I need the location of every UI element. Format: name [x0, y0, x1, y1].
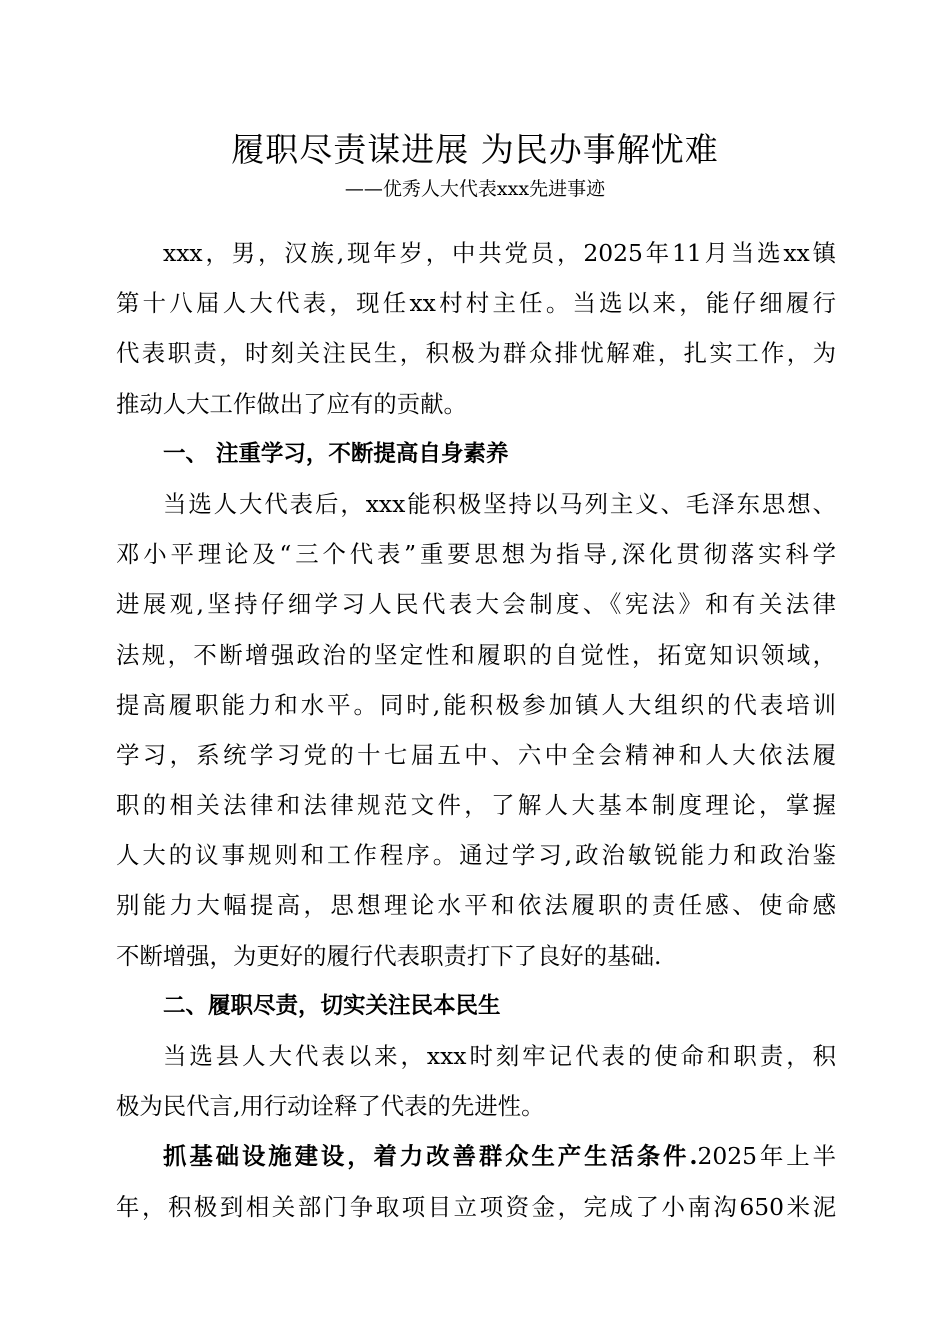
paragraph-lead-in: 抓基础设施建设，着力改善群众生产生活条件.	[163, 1142, 698, 1171]
paragraph-line: 极为民代言,用行动诠释了代表的先进性。	[116, 1092, 545, 1121]
paragraph-line: 不断增强，为更好的履行代表职责打下了良好的基础.	[116, 941, 662, 970]
document-body	[116, 228, 836, 1232]
paragraph-line	[116, 1131, 836, 1181]
paragraph-line: 进展观,坚持仔细学习人民代表大会制度、《宪法》和有关法律	[116, 590, 836, 619]
paragraph-line: 年，积极到相关部门争取项目立项资金，完成了小南沟650米泥	[116, 1192, 836, 1221]
paragraph-line: 职的相关法律和法律规范文件，了解人大基本制度理论，掌握	[116, 791, 836, 820]
paragraph-line: 当选县人大代表以来，xxx时刻牢记代表的使命和职责，积	[163, 1042, 836, 1070]
section-heading: 二、履职尽责，切实关注民本民生	[163, 992, 501, 1019]
paragraph-line: 人大的议事规则和工作程序。通过学习,政治敏锐能力和政治鉴	[116, 841, 836, 870]
paragraph-line: 推动人大工作做出了应有的贡献。	[116, 389, 467, 418]
paragraph-line: 提高履职能力和水平。同时,能积极参加镇人大组织的代表培训	[116, 690, 836, 719]
paragraph-line: 代表职责，时刻关注民生，积极为群众排忧解难，扎实工作，为	[116, 339, 836, 368]
paragraph-line: 当选人大代表后，xxx能积极坚持以马列主义、毛泽东思想、	[163, 489, 836, 518]
paragraph-text: 2025年上半	[697, 1142, 836, 1171]
section-heading: 一、 注重学习，不断提高自身素养	[163, 440, 509, 467]
paragraph-line: 别能力大幅提高，思想理论水平和依法履职的责任感、使命感	[116, 891, 836, 920]
document-subtitle: ——优秀人大代表xxx先进事迹	[344, 178, 606, 200]
paragraph-line: 邓小平理论及“三个代表”重要思想为指导,深化贯彻落实科学	[116, 540, 836, 569]
paragraph-line: 第十八届人大代表，现任xx村村主任。当选以来，能仔细履行	[116, 289, 836, 318]
paragraph-line: 法规，不断增强政治的坚定性和履职的自觉性，拓宽知识领域，	[116, 640, 836, 669]
paragraph-line: 学习，系统学习党的十七届五中、六中全会精神和人大依法履	[116, 740, 836, 769]
paragraph-line: xxx，男，汉族,现年岁，中共党员，2025年11月当选xx镇	[163, 239, 836, 267]
document-title: 履职尽责谋进展 为民办事解忧难	[231, 130, 719, 169]
